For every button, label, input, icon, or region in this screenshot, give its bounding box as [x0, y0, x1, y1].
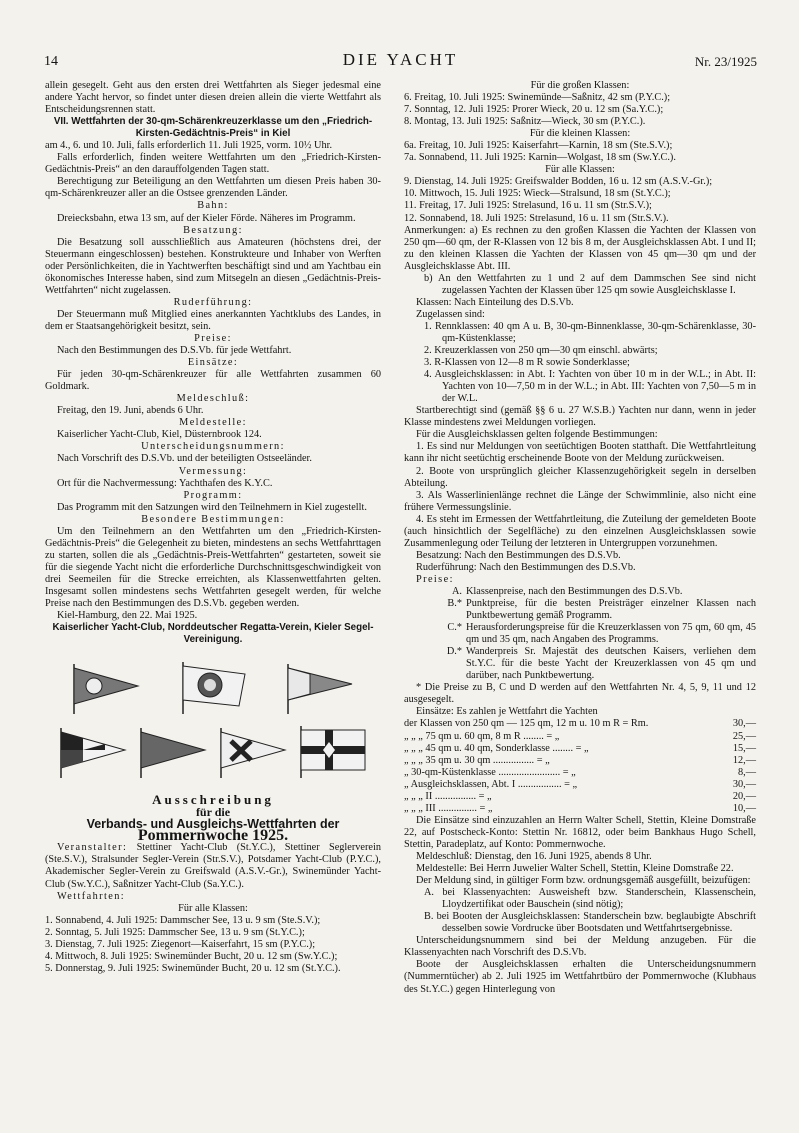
paragraph: Unterscheidungsnummern sind bei der Meldung anzugeben. Für die Klassenyachten nach Vorschrift des D.S.Vb. — [404, 935, 756, 959]
subheading-preise: Preise: — [416, 573, 454, 585]
subheading-preise: Preise: — [194, 332, 232, 344]
fee-class: „ „ „ 45 qm u. 40 qm, Sonderklasse ........ = „ — [404, 742, 589, 754]
race-item: 8. Montag, 13. Juli 1925: Saßnitz—Wieck, 30 sm (P.Y.C.). — [404, 116, 646, 128]
class-item: 2. Kreuzerklassen von 250 qm—30 qm einschl. abwärts; — [424, 345, 658, 357]
burgee-flag-icon — [284, 660, 356, 716]
prize-item — [404, 622, 756, 646]
race-item: 4. Mittwoch, 8. Juli 1925: Swinemünder Bucht, 20 u. 12 sm (Sw.Y.C.); — [45, 950, 338, 962]
page-number: 14 — [44, 54, 58, 69]
list-item: A. bei Klassenyachten: Ausweisheft bzw. Standerschein, Klassenschein, Lloydzertifikat oder Bauschein (sind nötig); — [424, 887, 756, 911]
fee-row — [404, 731, 756, 743]
subheading-besondere-bestimmungen: Besondere Bestimmungen: — [141, 513, 285, 525]
class-group-heading: Für alle Klassen: — [545, 164, 615, 176]
subheading-bahn: Bahn: — [197, 200, 229, 212]
paragraph: Das Programm mit den Satzungen wird den Teilnehmern in Kiel zugestellt. — [57, 501, 367, 513]
burgee-flag-icon — [217, 724, 289, 780]
prize-key: B.* — [447, 598, 462, 610]
page-header — [44, 50, 757, 72]
note-b: b) An den Wettfahrten zu 1 und 2 auf dem Dammschen See sind nicht zugelassen Yachten der Klassen über 125 qm sowie Ausgleichsklasse I. — [424, 272, 756, 296]
class-item: 3. R-Klassen von 12—8 m R sowie Sonderklasse; — [424, 357, 630, 369]
prize-item — [404, 646, 756, 682]
fee-class: der Klassen von 250 qm — 125 qm, 12 m u. 10 m R = Rm. — [404, 718, 649, 730]
note-a: Anmerkungen: a) Es rechnen zu den großen Klassen die Yachten der Klassen von 250 qm—60 qm, der R-Klassen von 12 bis 8 m, der Ausgleichsklassen Abt. I und II; zu den kleinen Klassen die Yachten der Klassen von 45 qm—30 qm und der Ausgleichsklasse Abt. III. — [404, 224, 756, 272]
paragraph: Ruderführung: Nach den Bestimmungen des D.S.Vb. — [416, 561, 636, 573]
club-signatures: Kaiserlicher Yacht-Club, Norddeutscher Regatta-Verein, Kieler Segel-Vereinigung. — [52, 622, 374, 646]
fee-amount: 10,— — [732, 802, 756, 814]
label-veranstalter: Veranstalter: — [57, 842, 128, 854]
paragraph: Um den Teilnehmern an den Wettfahrten um den „Friedrich-Kirsten-Gedächtnis-Preis“ die Gelegenheit zu bieten, mindestens an sechs Wettfahrttagen zu starten, sollen die als „Gedächtnis-Preis-Wettfahrten“ gestarteten, soweit sie für die siegende Yacht nicht die erforderliche Durchschnittsgeschwindigkeit von drei Seemeilen für die Strecke erreichten, als Klassenwettfahrten gelten. Insgesamt sollen mindestens sechs Wettfahrten gesegelt werden, für welche Preise nach den Bestimmungen des D.S.Vb. gegeben werden. — [45, 525, 381, 610]
fee-class: „ 30-qm-Küstenklasse ........................ = „ — [404, 766, 576, 778]
fee-row — [404, 755, 756, 767]
race-item: 2. Sonntag, 5. Juli 1925: Dammscher See, 13 u. 9 sm (St.Y.C.); — [45, 926, 305, 938]
race-item: 12. Sonnabend, 18. Juli 1925: Strelasund, 16 u. 11 sm (Str.S.V.). — [404, 212, 669, 224]
rule-item: 2. Boote von ursprünglich gleicher Klassenzugehörigkeit segeln in derselben Abteilung. — [404, 465, 756, 489]
race-item: 11. Freitag, 17. Juli 1925: Strelasund, 16 u. 11 sm (Str.S.V.); — [404, 200, 652, 212]
race-item: 3. Dienstag, 7. Juli 1925: Ziegenort—Kaiserfahrt, 15 sm (P.Y.C.); — [45, 938, 316, 950]
subheading-besatzung: Besatzung: — [183, 224, 243, 236]
paragraph: Der Meldung sind, in gültiger Form bzw. ordnungsgemäß ausgefüllt, beizufügen: — [416, 875, 751, 887]
burgee-flag-icon — [70, 660, 142, 716]
reichsflagge-icon — [297, 724, 369, 780]
rule-item: 1. Es sind nur Meldungen von seetüchtigen Booten statthaft. Die Wettfahrtleitung kann ihr nicht seetüchtig erscheinende Boote von der Meldung zurückweisen. — [404, 441, 756, 465]
signoff: Kiel-Hamburg, den 22. Mai 1925. — [57, 610, 198, 622]
paragraph: Klassen: Nach Einteilung des D.S.Vb. — [416, 296, 574, 308]
fee-amount: 15,— — [732, 742, 756, 754]
paragraph: Falls erforderlich, finden weitere Wettfahrten um den „Friedrich-Kirsten-Gedächtnis-Preis“ an den darauffolgenden Tagen statt. — [45, 152, 381, 176]
fee-class: „ „ „ II ................ = „ — [404, 790, 492, 802]
subheading-ruderfuehrung: Ruderführung: — [173, 296, 253, 308]
subheading-meldeschluss: Meldeschluß: — [176, 393, 250, 405]
paragraph: Für jeden 30-qm-Schärenkreuzer für alle Wettfahrten zusammen 60 Goldmark. — [45, 369, 381, 393]
race-item: 6. Freitag, 10. Juli 1925: Swinemünde—Saßnitz, 42 sm (P.Y.C.); — [404, 92, 671, 104]
event-title: Pommernwoche 1925. — [137, 827, 289, 845]
paragraph: Einsätze: Es zahlen je Wettfahrt die Yachten — [416, 706, 598, 718]
left-column — [45, 80, 381, 975]
paragraph: Die Besatzung soll ausschließlich aus Amateuren (höchstens drei, der Steuermann eingeschlossen) bestehen. Konstrukteure und Inhaber von Werften oder Persönlichkeiten, die in Yachtwerften beschäftigt sind und am Yachtbau ein ökonomisches Interesse haben, sind zum Mitsegeln an diesen „Gedächtnis-Preis-Wettfahrten“ nicht zugelassen. — [45, 236, 381, 296]
paragraph: Dreiecksbahn, etwa 13 sm, auf der Kieler Förde. Näheres im Programm. — [57, 212, 356, 224]
prize-item — [404, 586, 756, 598]
paragraph: Besatzung: Nach den Bestimmungen des D.S.Vb. — [416, 549, 621, 561]
fee-row — [404, 743, 756, 755]
race-item: 6a. Freitag, 10. Juli 1925: Kaiserfahrt—Karnin, 18 sm (Ste.S.V.); — [404, 140, 673, 152]
fee-row — [404, 779, 756, 791]
subheading-vermessung: Vermessung: — [178, 465, 248, 477]
race-item: 7. Sonntag, 12. Juli 1925: Prorer Wieck, 20 u. 12 sm (Sa.Y.C.); — [404, 104, 664, 116]
race-item: 5. Donnerstag, 9. Juli 1925: Swinemünder Bucht, 20 u. 12 sm (St.Y.C.). — [45, 962, 341, 974]
paragraph: Nach den Bestimmungen des D.S.Vb. für jede Wettfahrt. — [57, 345, 292, 357]
flag-row-top — [53, 660, 373, 716]
class-group-heading: Für die großen Klassen: — [530, 80, 630, 91]
section-heading: VII. Wettfahrten der 30-qm-Schärenkreuzerklasse um den „Friedrich-Kirsten-Gedächtnis-Preis“ in Kiel — [53, 116, 373, 140]
fee-class: „ „ „ 75 qm u. 60 qm, 8 m R ........ = „ — [404, 730, 560, 742]
fee-row — [404, 803, 756, 815]
class-item: 4. Ausgleichsklassen: in Abt. I: Yachten von über 10 m in der W.L.; in Abt. II: Yachten von 10—7,50 m in der W.L.; in Abt. III: Yachten von 7,50—5 m in der W.L. — [424, 369, 756, 405]
paragraph: Startberechtigt sind (gemäß §§ 6 u. 27 W.S.B.) Yachten nur dann, wenn in jeder Klasse mindestens zwei Meldungen vorliegen. — [404, 405, 756, 429]
class-item: 1. Rennklassen: 40 qm A u. B, 30-qm-Binnenklasse, 30-qm-Schärenklasse, 30-qm-Küstenklasse; — [424, 320, 756, 344]
organizer-list: Stettiner Yacht-Club (St.Y.C.), Stettiner Seglerverein (Ste.S.V.), Stralsunder Segler-Verein (Str.S.V.), Potsdamer Yacht-Club (P.Y.C.), Akademischer Segler-Verein zu Greifswald (A.S.V.-Gr.), Swinemünder Yacht-Club (Sw.Y.C.), Saßnitzer Yacht-Club (Sa.Y.C.). — [45, 842, 382, 890]
race-item: 7a. Sonnabend, 11. Juli 1925: Karnin—Wolgast, 18 sm (Sw.Y.C.). — [404, 152, 676, 164]
fee-row — [404, 791, 756, 803]
club-flag-icon — [177, 660, 249, 716]
fee-class: „ „ „ 35 qm u. 30 qm ................ = „ — [404, 754, 550, 766]
class-group-heading: Für alle Klassen: — [178, 902, 248, 914]
paragraph: Für die Ausgleichsklassen gelten folgende Bestimmungen: — [416, 429, 658, 441]
paragraph — [45, 842, 381, 890]
fee-class: „ „ „ III ............... = „ — [404, 802, 493, 814]
journal-title: DIE YACHT — [342, 50, 459, 69]
paragraph: Berechtigung zur Beteiligung an den Wettfahrten um diesen Preis haben 30-qm-Schärenkreuzer aller an die Ostsee grenzenden Länder. — [45, 176, 381, 200]
race-item: 9. Dienstag, 14. Juli 1925: Greifswalder Bodden, 16 u. 12 sm (A.S.V.-Gr.); — [404, 176, 713, 188]
fee-amount: 8,— — [737, 766, 756, 778]
paragraph: Der Steuermann muß Mitglied eines anerkannten Yachtklubs des Landes, in dem er Staatsangehörigkeit besitzt, sein. — [45, 308, 381, 332]
prize-key: D.* — [446, 646, 462, 658]
prize-text: Herausforderungspreise für die Kreuzerklassen von 75 qm, 60 qm, 45 qm und 35 qm, nach Angaben des Programms. — [466, 622, 756, 646]
burgee-flag-icon — [137, 724, 209, 780]
subheading-unterscheidungsnummern: Unterscheidungsnummern: — [141, 441, 285, 453]
paragraph: Nach Vorschrift des D.S.Vb. und der beteiligten Ostseeländer. — [57, 453, 312, 465]
announcement-subtitle: Verbands- und Ausgleichs-Wettfahrten der — [86, 817, 340, 832]
burgee-flag-icon — [57, 724, 129, 780]
prize-key: C.* — [447, 622, 462, 634]
class-group-heading: Für die kleinen Klassen: — [529, 128, 631, 140]
announcement-subtitle: für die — [195, 805, 231, 820]
paragraph: Ort für die Nachvermessung: Yachthafen des K.Y.C. — [57, 477, 273, 489]
flag-row-bottom — [53, 724, 373, 780]
fee-amount: 30,— — [732, 778, 756, 790]
paragraph: Zugelassen sind: — [416, 308, 485, 320]
right-column — [404, 80, 756, 996]
prize-text: Punktpreise, für die besten Preisträger einzelner Klassen nach Punktbewertung gemäß Programm. — [466, 598, 756, 622]
paragraph: Boote der Ausgleichsklassen erhalten die Unterscheidungsnummern (Nummerntücher) ab 2. Juli 1925 im Wettfahrtbüro der Pommernwoche (Klubhaus des St.Y.C.) gegen Hinterlegung von — [404, 959, 756, 995]
fee-class: „ Ausgleichsklassen, Abt. I ................. = „ — [404, 778, 578, 790]
fee-amount: 12,— — [732, 754, 756, 766]
fee-row — [404, 767, 756, 779]
prize-item — [404, 598, 756, 622]
subheading-einsaetze: Einsätze: — [187, 357, 239, 369]
paragraph: Die Einsätze sind einzuzahlen an Herrn Walter Schell, Stettin, Kleine Domstraße 22, auf Postscheck-Konto: Stettin Nr. 16812, oder beim Bankhaus Hugo Schell, Stettin, Paradeplatz, auf Konto: Pommernwoche. — [404, 814, 756, 850]
subheading-programm: Programm: — [183, 489, 243, 501]
footnote: * Die Preise zu B, C und D werden auf den Wettfahrten Nr. 4, 5, 9, 11 und 12 ausgesegelt. — [404, 682, 756, 706]
subheading-wettfahrten: Wettfahrten: — [57, 890, 126, 902]
announcement-title: Ausschreibung — [152, 792, 274, 808]
issue-number: Nr. 23/1925 — [694, 54, 757, 69]
prize-text: Wanderpreis Sr. Majestät des deutschen Kaisers, verliehen dem St.Y.C. für die beste Yacht der Kreuzerklassen von 45 qm und darüber, nach Punktbewertung. — [466, 646, 756, 682]
prize-text: Klassenpreise, nach den Bestimmungen des D.S.Vb. — [466, 585, 683, 597]
fee-amount: 25,— — [732, 730, 756, 742]
paragraph: Kaiserlicher Yacht-Club, Kiel, Düsternbrook 124. — [57, 429, 262, 441]
race-item: 1. Sonnabend, 4. Juli 1925: Dammscher See, 13 u. 9 sm (Ste.S.V.); — [45, 914, 321, 926]
fee-amount: 20,— — [732, 790, 756, 802]
rule-item: 4. Es steht im Ermessen der Wettfahrtleitung, die Zuteilung der gemeldeten Boote (auch hinsichtlich der Segelfläche) zu den einzelnen Ausgleichsklassen sowie Zusammenlegung oder Teilung der letzteren in Untergruppen vorzunehmen. — [404, 513, 756, 549]
fee-row — [404, 718, 756, 730]
rule-item: 3. Als Wasserlinienlänge rechnet die Länge der Schwimmlinie, also nicht eine frühere Vermessungslinie. — [404, 489, 756, 513]
prize-key: A. — [451, 585, 462, 597]
paragraph: am 4., 6. und 10. Juli, falls erforderlich 11. Juli 1925, vorm. 10½ Uhr. — [45, 140, 333, 152]
race-item: 10. Mittwoch, 15. Juli 1925: Wieck—Stralsund, 18 sm (St.Y.C.); — [404, 188, 671, 200]
paragraph: Meldestelle: Bei Herrn Juwelier Walter Schell, Stettin, Kleine Domstraße 22. — [416, 863, 734, 875]
subheading-meldestelle: Meldestelle: — [179, 417, 247, 429]
paragraph: Meldeschluß: Dienstag, den 16. Juni 1925, abends 8 Uhr. — [416, 851, 652, 862]
fee-amount: 30,— — [732, 718, 756, 730]
paragraph: Freitag, den 19. Juni, abends 6 Uhr. — [57, 405, 204, 417]
paragraph: allein gesegelt. Geht aus den ersten drei Wettfahrten als Sieger jedesmal eine andere Yacht hervor, so findet unter diesen dreien allein die vierte Wettfahrt als Entscheidungsrennen statt. — [45, 80, 381, 116]
list-item: B. bei Booten der Ausgleichsklassen: Standerschein bzw. beglaubigte Abschrift desselben sowie Vordrucke über Bootsdaten und Wettfahrtsergebnisse. — [424, 911, 756, 935]
